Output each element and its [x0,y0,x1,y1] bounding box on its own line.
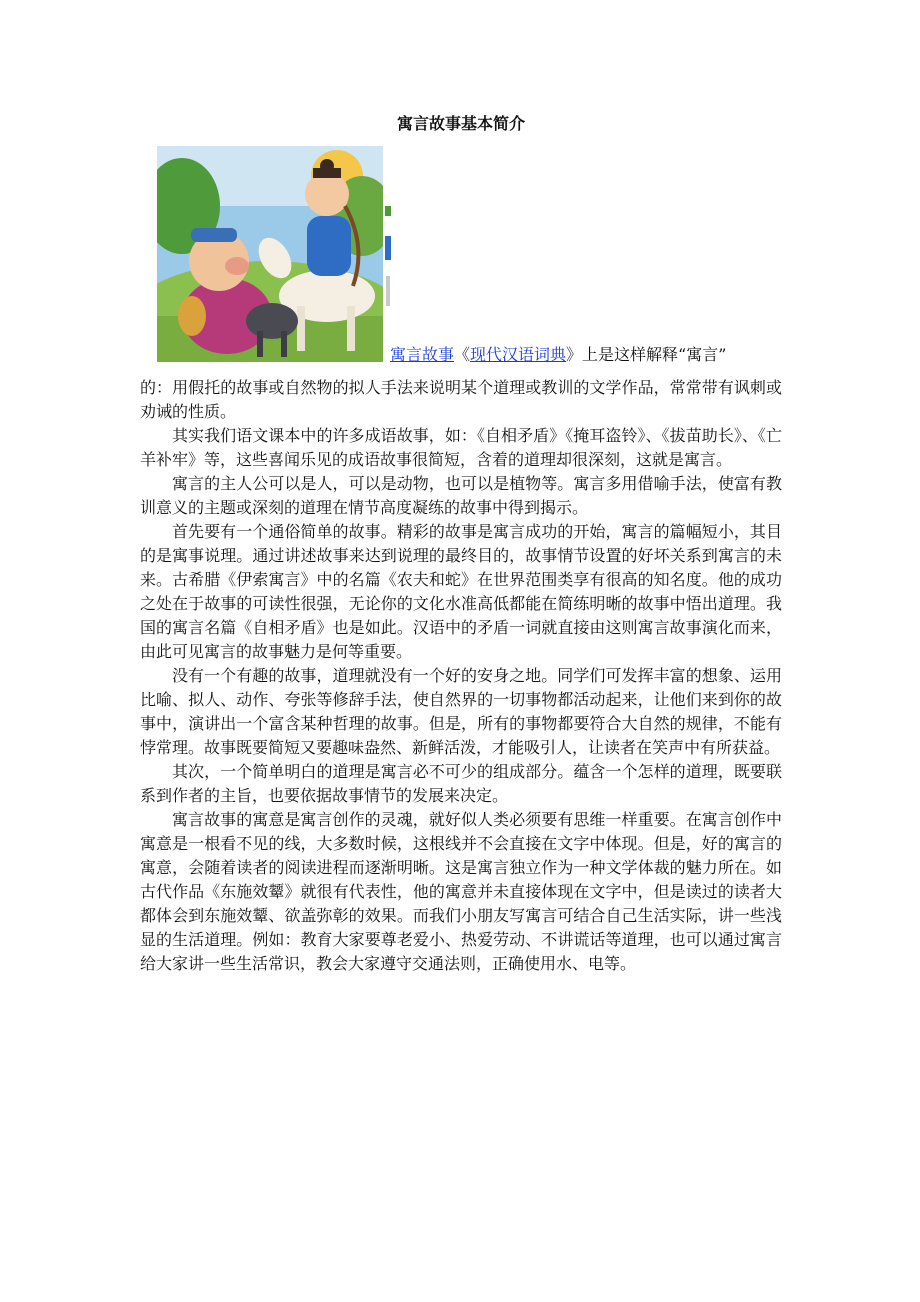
paragraph: 寓言故事的寓意是寓言创作的灵魂，就好似人类必须要有思维一样重要。在寓言创作中寓意是一根看不见的线，大多数时候，这根线并不会直接在文字中体现。但是，好的寓言的寓意，会随着读者的阅读进程而逐渐明晰。这是寓言独立作为一种文学体裁的魅力所在。如古代作品《东施效颦》就很有代表性，他的寓意并未直接体现在文字中，但是读过的读者大都体会到东施效颦、欲盖弥彰的效果。而我们小朋友写寓言可结合自己生活实际，讲一些浅显的生活道理。例如：教育大家要尊老爱小、热爱劳动、不讲谎话等道理，也可以通过寓言给大家讲一些生活常识，教会大家遵守交通法则，正确使用水、电等。 [140,810,782,973]
paragraph: 首先要有一个通俗简单的故事。精彩的故事是寓言成功的开始，寓言的篇幅短小，其目的是寓事说理。通过讲述故事来达到说理的最终目的，故事情节设置的好坏关系到寓言的未来。古希腊《伊索寓言》中的名篇《农夫和蛇》在世界范围类享有很高的知名度。他的成功之处在于故事的可读性很强，无论你的文化水准高低都能在简练明晰的故事中悟出道理。我国的寓言名篇《自相矛盾》也是如此。汉语中的矛盾一词就直接由这则寓言故事演化而来，由此可见寓言的故事魅力是何等重要。 [140,522,782,661]
document-title: 寓言故事基本简介 [396,114,525,133]
paragraph: 没有一个有趣的故事，道理就没有一个好的安身之地。同学们可发挥丰富的想象、运用比喻、拟人、动作、夸张等修辞手法，使自然界的一切事物都活动起来，让他们来到你的故事中，演讲出一个富含某种哲理的故事。但是，所有的事物都要符合大自然的规律，不能有悖常理。故事既要简短又要趣味盎然、新鲜活泼，才能吸引人，让读者在笑声中有所获益。 [140,666,782,757]
paragraph: 寓言的主人公可以是人，可以是动物，也可以是植物等。寓言多用借喻手法，使富有教训意义的主题或深刻的道理在情节高度凝练的故事中得到揭示。 [140,474,782,517]
document-body [140,376,782,976]
link-fable-stories[interactable]: 寓言故事 [390,345,455,364]
link-modern-chinese-dictionary[interactable]: 现代汉语词典 [470,345,567,364]
fable-illustration [157,146,393,362]
paragraph: 其次，一个简单明白的道理是寓言必不可少的组成部分。蕴含一个怎样的道理，既要联系到作者的主旨，也要依据故事情节的发展来决定。 [140,762,782,805]
intro-first-line [390,343,726,367]
intro-tail-text: 》上是这样解释“寓言” [566,345,727,364]
intro-continuation: 的：用假托的故事或自然物的拟人手法来说明某个道理或教训的文学作品，常常带有讽刺或劝诫的性质。 [140,378,782,421]
quote-open: 《 [454,345,471,364]
book-cover-image [157,146,393,362]
paragraph: 其实我们语文课本中的许多成语故事，如：《自相矛盾》《掩耳盗铃》、《拔苗助长》、《亡羊补牢》等，这些喜闻乐见的成语故事很简短，含着的道理却很深刻，这就是寓言。 [140,426,782,469]
